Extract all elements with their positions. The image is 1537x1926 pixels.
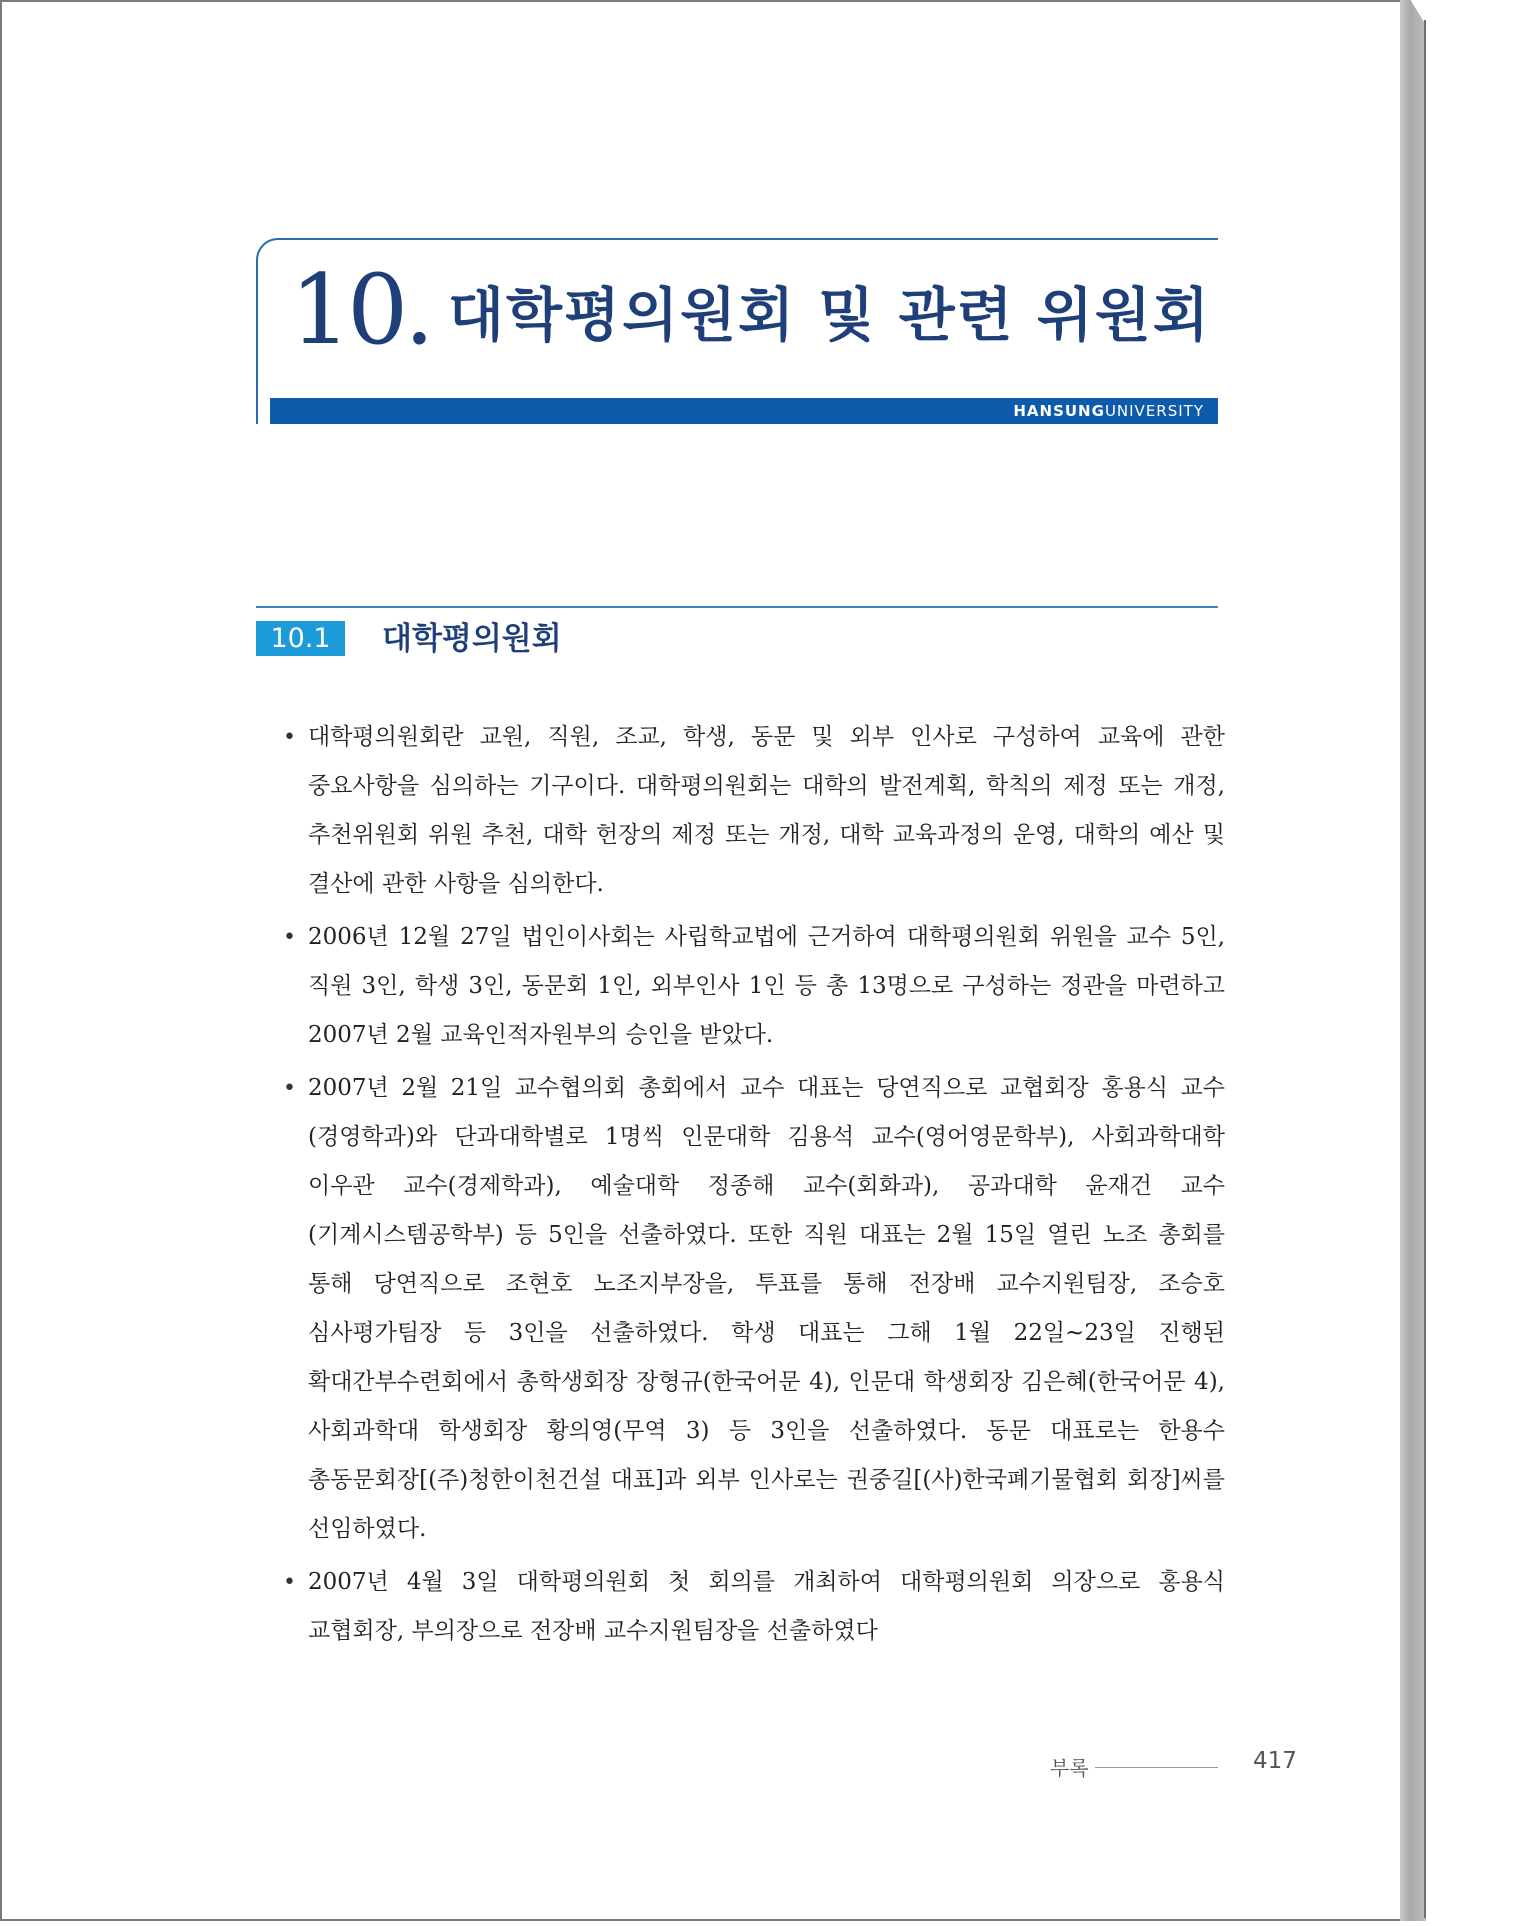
paragraph-4: • 2007년 4월 3일 대학평의원회 첫 회의를 개최하여 대학평의원회 의장으로 홍용식 교협회장, 부의장으로 전장배 교수지원팀장을 선출하였다: [283, 1558, 1225, 1656]
paragraph-3: • 2007년 2월 21일 교수협의회 총회에서 교수 대표는 당연직으로 교협회장 홍용식 교수(경영학과)와 단과대학별로 1명씩 인문대학 김용석 교수(영어영문학부), 사회과학대학 이우관 교수(경제학과), 예술대학 정종해 교수(회화과), 공과대학 윤재건 교수(기계시스템공학부) 등 5인을 선출하였다. 또한 직원 대표는 2월 15일 열린 노조 총회를 통해 당연직으로 조현호 노조지부장을, 투표를 통해 전장배 교수지원팀장, 조승호 심사평가팀장 등 3인을 선출하였다. 학생 대표는 그해 1월 22일~23일 진행된 확대간부수련회에서 총학생회장 장형규(한국어문 4), 인문대 학생회장 김은혜(한국어문 4), 사회과학대 학생회장 황의영(무역 3) 등 3인을 선출하였다. 동문 대표로는 한용수 총동문회장[(주)청한이천건설 대표]과 외부 인사로는 권중길[(사)한국폐기물협회 회장]씨를 선임하였다.: [283, 1064, 1225, 1554]
page-stack-edge: [1400, 0, 1426, 1921]
body-text: [283, 713, 1225, 1660]
paragraph-2: • 2006년 12월 27일 법인이사회는 사립학교법에 근거하여 대학평의원회 위원을 교수 5인, 직원 3인, 학생 3인, 동문회 1인, 외부인사 1인 등 총 13명으로 구성하는 정관을 마련하고 2007년 2월 교육인적자원부의 승인을 받았다.: [283, 913, 1225, 1060]
university-label: [1013, 401, 1204, 421]
page-edge-line: [1424, 20, 1426, 1918]
university-label-rest: UNIVERSITY: [1104, 402, 1204, 420]
chapter-title: 대학평의원회 및 관련 위원회: [448, 281, 1211, 349]
chapter-number: 10.: [290, 254, 431, 366]
chapter-banner: [270, 398, 1218, 424]
section-title: 대학평의원회: [382, 621, 562, 657]
footer-label: 부록: [1050, 1756, 1089, 1780]
section-divider: [256, 606, 1218, 608]
section-number: 10.1: [256, 621, 345, 656]
footer-rule: [1095, 1767, 1218, 1768]
university-label-bold: HANSUNG: [1013, 402, 1105, 420]
paragraph-1: • 대학평의원회란 교원, 직원, 조교, 학생, 동문 및 외부 인사로 구성하여 교육에 관한 중요사항을 심의하는 기구이다. 대학평의원회는 대학의 발전계획, 학칙의 제정 또는 개정, 추천위원회 위원 추천, 대학 헌장의 제정 또는 개정, 대학 교육과정의 운영, 대학의 예산 및 결산에 관한 사항을 심의한다.: [283, 713, 1225, 909]
page-number: 417: [1253, 1748, 1297, 1774]
